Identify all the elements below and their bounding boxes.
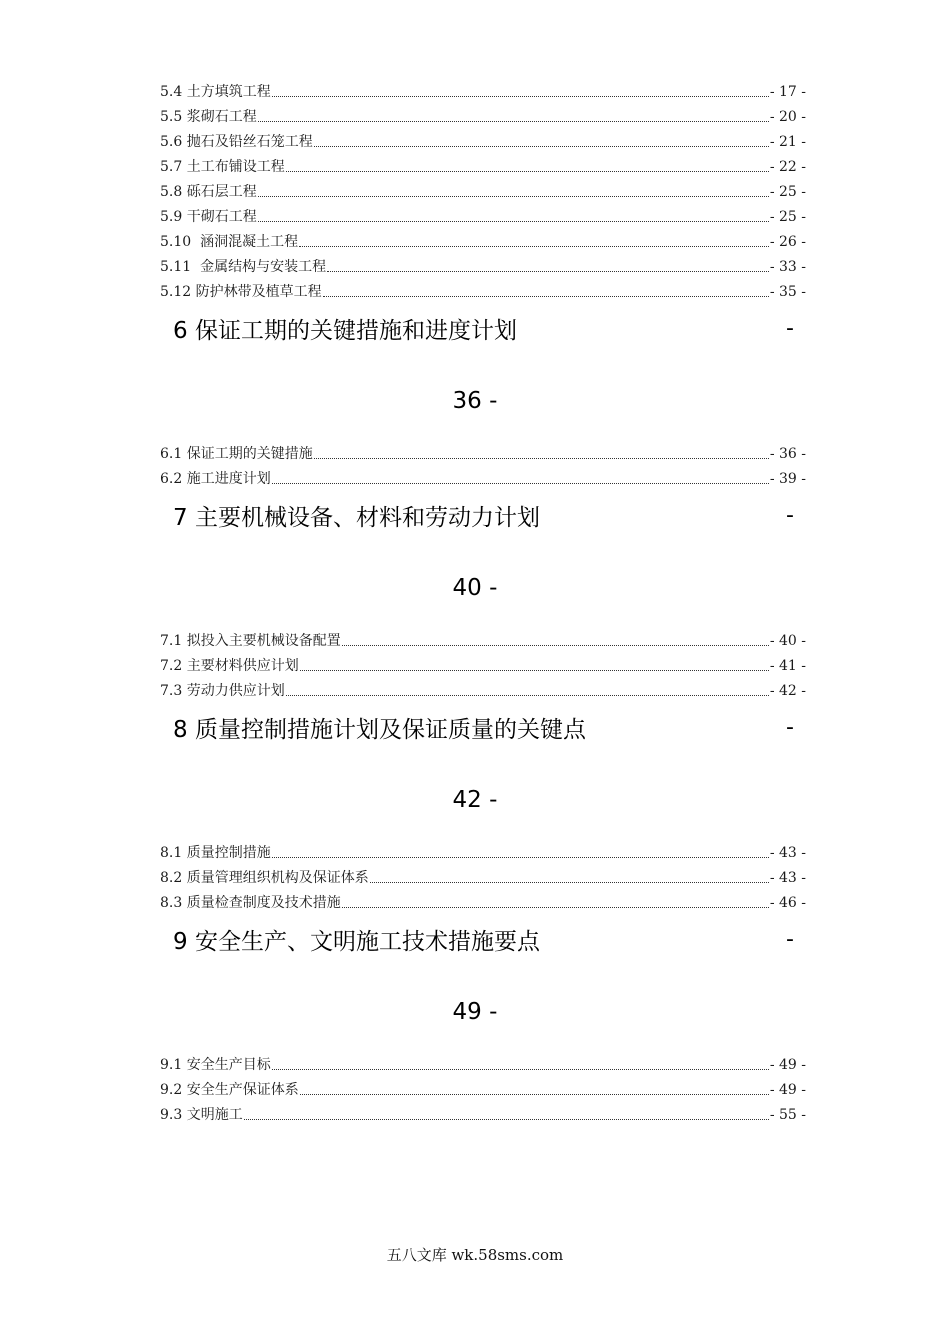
toc-entry-label: 6.1 保证工期的关键措施 [160, 446, 313, 462]
dot-leader [300, 669, 769, 671]
dot-leader [258, 195, 769, 197]
toc-entry-page: - 49 - [769, 1082, 806, 1098]
toc-entry-label: 7.3 劳动力供应计划 [160, 683, 285, 699]
chapter-dash: - [786, 926, 794, 952]
toc-entry[interactable] [160, 181, 806, 201]
toc-entry-label: 6.2 施工进度计划 [160, 471, 271, 487]
dot-leader [299, 245, 769, 247]
toc-entry-page: - 25 - [769, 184, 806, 200]
toc-entry-page: - 43 - [769, 870, 806, 886]
toc-entry[interactable] [160, 867, 806, 887]
dot-leader [272, 856, 769, 858]
toc-entry-page: - 21 - [769, 134, 806, 150]
toc-entry-label: 5.9 干砌石工程 [160, 209, 257, 225]
toc-entry-page: - 26 - [769, 234, 806, 250]
toc-entry-page: - 40 - [769, 633, 806, 649]
toc-entry[interactable] [160, 156, 806, 176]
toc-entry[interactable] [160, 1054, 806, 1074]
toc-entry-page: - 49 - [769, 1057, 806, 1073]
toc-entry[interactable] [160, 892, 806, 912]
toc-entry[interactable] [160, 131, 806, 151]
dot-leader [323, 295, 769, 297]
toc-entry-label: 5.12 防护林带及植草工程 [160, 284, 322, 300]
toc-entry[interactable] [160, 206, 806, 226]
toc-entry-page: - 42 - [769, 683, 806, 699]
chapter-title: 7 主要机械设备、材料和劳动力计划 [173, 504, 540, 531]
chapter-dash: - [786, 714, 794, 740]
toc-entry-label: 8.3 质量检查制度及技术措施 [160, 895, 341, 911]
toc-entry-page: - 22 - [769, 159, 806, 175]
toc-entry[interactable] [160, 281, 806, 301]
toc-entry-page: - 17 - [769, 84, 806, 100]
dot-leader [244, 1118, 769, 1120]
toc-entry[interactable] [160, 106, 806, 126]
toc-entry-page: - 35 - [769, 284, 806, 300]
chapter-heading[interactable] [173, 499, 798, 531]
dot-leader [272, 1068, 769, 1070]
dot-leader [258, 220, 769, 222]
toc-entry-page: - 20 - [769, 109, 806, 125]
toc-entry[interactable] [160, 256, 806, 276]
chapter-dash: - [786, 502, 794, 528]
toc-entry-page: - 43 - [769, 845, 806, 861]
toc-entry-page: - 33 - [769, 259, 806, 275]
toc-entry[interactable] [160, 1104, 806, 1124]
dot-leader [342, 644, 769, 646]
dot-leader [258, 120, 769, 122]
chapter-page-number: 42 - [452, 787, 498, 813]
toc-entry-page: - 25 - [769, 209, 806, 225]
toc-entry-label: 7.1 拟投入主要机械设备配置 [160, 633, 341, 649]
chapter-heading[interactable] [173, 711, 798, 743]
toc-entry-label: 5.7 土工布铺设工程 [160, 159, 285, 175]
toc-entry[interactable] [160, 680, 806, 700]
chapter-title: 9 安全生产、文明施工技术措施要点 [173, 928, 540, 955]
toc-entry-label: 9.1 安全生产目标 [160, 1057, 271, 1073]
toc-entry-label: 5.4 土方填筑工程 [160, 84, 271, 100]
toc-entry-label: 5.8 砾石层工程 [160, 184, 257, 200]
toc-entry-label: 5.6 抛石及铅丝石笼工程 [160, 134, 313, 150]
toc-entry-label: 7.2 主要材料供应计划 [160, 658, 299, 674]
toc-entry[interactable] [160, 81, 806, 101]
toc-entry-label: 8.2 质量管理组织机构及保证体系 [160, 870, 369, 886]
chapter-title: 6 保证工期的关键措施和进度计划 [173, 317, 517, 344]
footer-watermark: 五八文库 wk.58sms.com [386, 1246, 564, 1264]
toc-entry[interactable] [160, 655, 806, 675]
dot-leader [286, 170, 769, 172]
toc-entry[interactable] [160, 231, 806, 251]
chapter-title: 8 质量控制措施计划及保证质量的关键点 [173, 716, 586, 743]
dot-leader [286, 694, 769, 696]
toc-entry[interactable] [160, 842, 806, 862]
toc-entry-label: 9.3 文明施工 [160, 1107, 243, 1123]
toc-entry-label: 9.2 安全生产保证体系 [160, 1082, 299, 1098]
toc-entry[interactable] [160, 443, 806, 463]
dot-leader [327, 270, 769, 272]
toc-entry-label: 8.1 质量控制措施 [160, 845, 271, 861]
toc-entry[interactable] [160, 630, 806, 650]
toc-entry-page: - 46 - [769, 895, 806, 911]
toc-entry-label: 5.11 金属结构与安装工程 [160, 259, 327, 275]
dot-leader [370, 881, 769, 883]
chapter-page-number: 49 - [452, 999, 498, 1025]
dot-leader [314, 457, 769, 459]
dot-leader [314, 145, 769, 147]
toc-entry-label: 5.10 涵洞混凝土工程 [160, 234, 299, 250]
toc-entry-page: - 36 - [769, 446, 806, 462]
dot-leader [272, 482, 769, 484]
toc-entry[interactable] [160, 1079, 806, 1099]
toc-entry-label: 5.5 浆砌石工程 [160, 109, 257, 125]
toc-entry-page: - 39 - [769, 471, 806, 487]
chapter-heading[interactable] [173, 923, 798, 955]
dot-leader [272, 95, 769, 97]
toc-entry[interactable] [160, 468, 806, 488]
dot-leader [342, 906, 769, 908]
chapter-dash: - [786, 315, 794, 341]
chapter-page-number: 40 - [452, 575, 498, 601]
toc-entry-page: - 41 - [769, 658, 806, 674]
toc-entry-page: - 55 - [769, 1107, 806, 1123]
chapter-page-number: 36 - [452, 388, 498, 414]
chapter-heading[interactable] [173, 312, 798, 344]
dot-leader [300, 1093, 769, 1095]
